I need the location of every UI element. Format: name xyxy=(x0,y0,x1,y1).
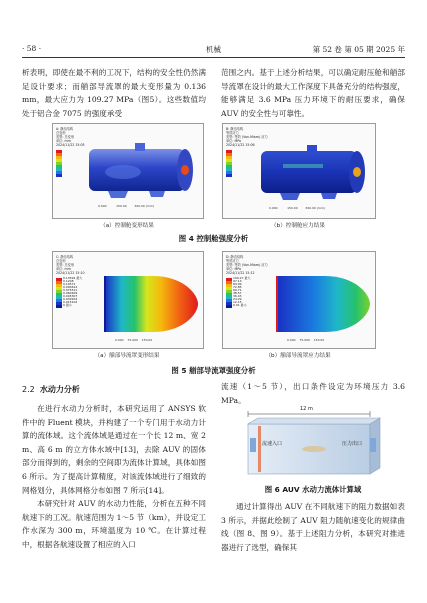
fig5b-colorbar-ticks: 109.27 最大 97.13 84.99 72.85 60.71 48.57 36.43 24.29 12.15 0.01 最小 xyxy=(233,276,251,307)
page-header xyxy=(22,44,405,58)
fig6-caption: 图 6 AUV 水动力流体计算域 xyxy=(264,485,362,494)
fig4a-legend: A: 静态结构 总变形 类型: 总变形 单位: mm 2024/11/22 15:05 xyxy=(56,127,85,147)
fig5-caption: 图 5 艏部导流罩强度分析 xyxy=(171,366,256,375)
issue-info: 第 52 卷 第 05 期 2025 年 xyxy=(312,45,405,54)
page-number: · 58 · xyxy=(22,44,42,53)
header-rule xyxy=(22,57,405,58)
fig5b-legend: D: 静态结构 等效应力 类型: 等效 (Von-Mises) 应力 单位: MPa 2024/11/22 15:12 xyxy=(226,255,268,275)
fig5a-image xyxy=(52,251,204,349)
fig5b-subcaption: （b）艏部导流罩应力结果 xyxy=(265,353,331,359)
fig5a-legend: C: 静态结构 总变形 类型: 总变形 单位: mm 2024/11/22 15:10 xyxy=(56,255,85,275)
fig5b-nosecone xyxy=(223,252,375,348)
fig6-outlet-label: 压力出口 xyxy=(342,441,363,447)
fig6-diagram xyxy=(244,408,386,480)
fig5b-scale: 0.000 75.000 150.00 xyxy=(287,338,325,342)
section-number: 2.2 xyxy=(22,385,35,394)
section-heading xyxy=(22,384,80,395)
fig6-inlet-label: 流速入口 xyxy=(262,441,283,447)
left-top-text: 析表明，即使在最不利的工况下，结构的安全性仍然满足设计要求；而艏部导流罩的最大变形量为 0.136 mm，最大应力为 109.27 MPa（图5）。这些数值均处于铝合金 7075 的强度承受 xyxy=(22,68,206,118)
fig4b-legend: B: 静态结构 等效应力 类型: 等效 (Von-Mises) 应力 单位: MPa 2024/11/22 15:06 xyxy=(226,127,268,147)
fig5a-colorbar-ticks: 0.13592 最大 0.1208 0.10571 0.090612 0.075511 0.060409 0.045307 0.030204 0.015102 0 最小 xyxy=(63,276,83,307)
fig4-caption: 图 4 控制舱强度分析 xyxy=(178,234,249,243)
right-mid-text: 流速（1～5 节），出口条件设定为环境压力 3.6 MPa。 xyxy=(221,382,405,405)
fig5b-image xyxy=(222,251,376,349)
fig5a-subcaption: （a）艏部导流罩变形结果 xyxy=(94,353,160,359)
left-bottom-text: 在进行水动力分析时，本研究运用了 ANSYS 软件中的 Fluent 模块，并构建了一个专门用于水动力计算的流体域。这个流体域是通过在一个长 12 m、宽 2 m、高 6 m 的立方体水域中[13]，去除 AUV 的固体部分而得到的，剩余的空间即为流体计算域，具体如图 6 所示。为了提高计算精度，对该流体域进行了细致的网格划分，具体网格分布如图 7 所示[14]。 本研究针对 AUV 的水动力性能，分析在五种不同航速下的工况。航速范围为 1～5 节（km），并设定工作水深为 300 m，环境温度为 10 ℃。在计算过程中，根据各航速设置了相应的入口 xyxy=(22,404,206,549)
fig6-length-label: 12 m xyxy=(300,406,313,412)
fig4b-image xyxy=(222,123,376,219)
right-top-text: 范围之内。基于上述分析结果，可以确定耐压舱和艏部导流罩在设计的最大工作深度下具备充分的结构强度，能够满足 3.6 MPa 压力环境下的耐压要求，确保 AUV 的安全性与可靠性。 xyxy=(221,68,405,118)
fig5a-nosecone xyxy=(53,252,203,348)
fig4a-image xyxy=(52,123,204,219)
section-title: 水动力分析 xyxy=(39,385,80,394)
fig4b-scale: 0.000 150.00 300.00 (mm) xyxy=(269,206,325,210)
fig5a-scale: 0.000 75.000 150.00 xyxy=(115,338,153,342)
journal-name: 机械 xyxy=(206,45,221,54)
fig4b-subcaption: （b）控制舱应力结果 xyxy=(271,223,325,229)
fig4a-scale: 0.000 150.00 300.00 (mm) xyxy=(98,204,154,208)
fig4a-subcaption: （a）控制舱变形结果 xyxy=(100,223,154,229)
fig4b-cylinder xyxy=(223,124,375,218)
right-bottom-text: 通过计算得出 AUV 在不同航速下的阻力数据如表 3 所示，并据此绘制了 AUV 阻力随航速变化的规律曲线（图 8、图 9）。基于上述阻力分析，本研究对推进器进行了选型，确保其 xyxy=(221,502,405,552)
